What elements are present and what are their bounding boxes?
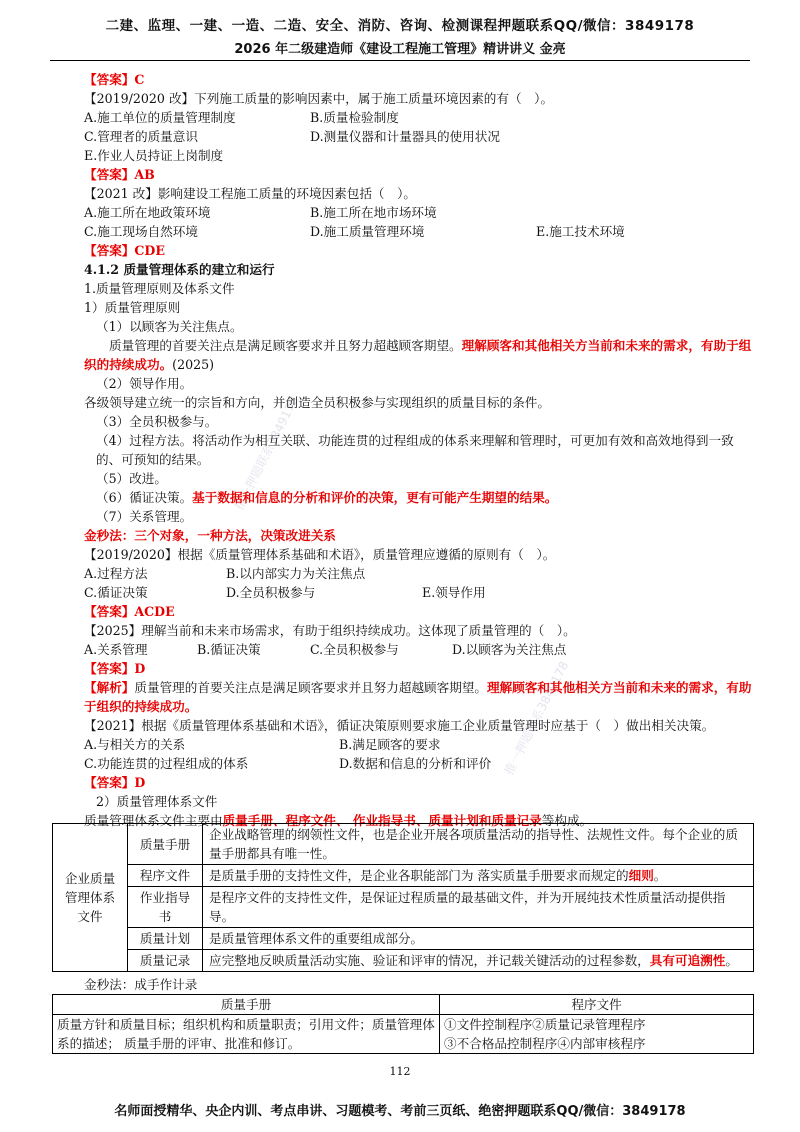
- option: B.满足顾客的要求: [339, 737, 441, 752]
- option: D.以顾客为关注焦点: [452, 642, 567, 657]
- principle-title: （7）关系管理。: [96, 509, 193, 524]
- answer-label: 【答案】ACDE: [84, 604, 175, 619]
- table-row-name: 作业指导书: [128, 887, 203, 928]
- manual-procedures-table: [52, 994, 754, 1054]
- option-row: [84, 127, 754, 146]
- watermark-text: 推一押题联系3849178: [501, 659, 572, 778]
- option-row: [84, 108, 754, 127]
- option: C.施工现场自然环境: [84, 224, 198, 239]
- header-title: 2026 年二级建造师《建设工程施工管理》精讲讲义 金亮: [234, 42, 566, 57]
- subsection-heading: 2）质量管理体系文件: [96, 794, 218, 809]
- header-rule: [50, 60, 750, 61]
- header-contact-line: 二建、监理、一建、一造、二造、安全、消防、咨询、检测课程押题联系QQ/微信：3849178: [105, 18, 695, 34]
- document-body: [84, 70, 754, 830]
- table-category: 企业质量管理体系文件: [53, 824, 128, 972]
- answer-label: 【答案】AB: [84, 167, 155, 182]
- option: B.循证决策: [197, 642, 261, 657]
- table-cell: ①文件控制程序②质量记录管理程序 ③不合格品控制程序④内部审核程序: [440, 1015, 754, 1054]
- option: B.质量检验制度: [310, 110, 399, 125]
- table-row-desc: 企业战略管理的纲领性文件，也是企业开展各项质量活动的指导性、法规性文件。每个企业的质量手册都具有唯一性。: [203, 824, 754, 865]
- table-row-name: 质量计划: [128, 928, 203, 950]
- principle-text: 质量管理的首要关注点是满足顾客要求并且努力超越顾客期望。理解顾客和其他相关方当前和未来的需求，有助于组织的持续成功。(2025): [84, 338, 752, 372]
- option-row: [84, 735, 754, 754]
- option: E.施工技术环境: [536, 224, 625, 239]
- subsection-heading: 1.质量管理原则及体系文件: [84, 281, 235, 296]
- option-row: [84, 564, 754, 583]
- option-row: [84, 583, 754, 602]
- docs-intro: 质量管理体系文件主要由质量手册、程序文件、 作业指导书、质量计划和质量记录等构成。: [84, 813, 593, 828]
- table-row-name: 质量记录: [128, 950, 203, 972]
- table-row-desc: 是程序文件的支持性文件，是保证过程质量的最基础文件，并为开展纯技术性质量活动提供指导。: [203, 887, 754, 928]
- table-row-name: 质量手册: [128, 824, 203, 865]
- watermark-text: 推一押题联系3849178: [231, 394, 302, 513]
- table-row-name: 程序文件: [128, 865, 203, 887]
- option: A.施工单位的质量管理制度: [84, 110, 236, 125]
- answer-label: 【答案】C: [84, 72, 145, 87]
- option: C.循证决策: [84, 585, 148, 600]
- table-header: 程序文件: [440, 995, 754, 1015]
- option: C.功能连贯的过程组成的体系: [84, 756, 249, 771]
- table-row-desc: 是质量手册的支持性文件，是企业各职能部门为 落实质量手册要求而规定的细则。: [203, 865, 754, 887]
- question-stem: 【2019/2020 改】下列施工质量的影响因素中，属于施工质量环境因素的有（ ）。: [84, 91, 554, 106]
- answer-label: 【答案】D: [84, 661, 146, 676]
- option: D.施工质量管理环境: [310, 224, 425, 239]
- quality-docs-table: [52, 823, 754, 972]
- option: A.与相关方的关系: [84, 737, 186, 752]
- option: A.施工所在地政策环境: [84, 205, 211, 220]
- question-stem: 【2021 改】影响建设工程施工质量的环境因素包括（ ）。: [84, 186, 417, 201]
- option: A.关系管理: [84, 642, 148, 657]
- option: E.领导作用: [422, 585, 486, 600]
- question-stem: 【2021】根据《质量管理体系基础和术语》，循证决策原则要求施工企业质量管理时应基于（ ）做出相关决策。: [84, 718, 715, 733]
- section-heading: 4.1.2 质量管理体系的建立和运行: [84, 262, 275, 277]
- principle-text: （4）过程方法。将活动作为相互关联、功能连贯的过程组成的体系来理解和管理时，可更加有效和高效地得到一致的、可预知的结果。: [96, 433, 734, 467]
- principle-text: 各级领导建立统一的宗旨和方向，并创造全员积极参与实现组织的质量目标的条件。: [84, 395, 550, 410]
- analysis: 【解析】质量管理的首要关注点是满足顾客要求并且努力超越顾客期望。理解顾客和其他相关方当前和未来的需求，有助于组织的持续成功。: [84, 680, 752, 714]
- footer-contact-line: 名师面授精华、央企内训、考点串讲、习题模考、考前三页纸、绝密押题联系QQ/微信：3849178: [114, 1104, 686, 1119]
- principle-title: （2）领导作用。: [96, 376, 193, 391]
- page-number: 112: [389, 1065, 411, 1078]
- table-row-desc: 应完整地反映质量活动实施、验证和评审的情况，并记载关键活动的过程参数，具有可追溯性。: [203, 950, 754, 972]
- option-row: [84, 640, 754, 659]
- option: A.过程方法: [84, 566, 148, 581]
- subsection-heading: 1）质量管理原则: [84, 300, 181, 315]
- question-stem: 【2019/2020】根据《质量管理体系基础和术语》，质量管理应遵循的原则有（ ）。: [84, 547, 556, 562]
- option-row: [84, 754, 754, 773]
- option: D.数据和信息的分析和评价: [339, 756, 492, 771]
- principle-title: （3）全员积极参与。: [96, 414, 218, 429]
- option: C.全员积极参与: [310, 642, 399, 657]
- table-cell: 质量方针和质量目标；组织机构和质量职责；引用文件；质量管理体系的描述； 质量手册的评审、批准和修订。: [53, 1015, 440, 1054]
- table-header: 质量手册: [53, 995, 440, 1015]
- answer-label: 【答案】D: [84, 775, 146, 790]
- option-row: [84, 203, 754, 222]
- option: D.测量仪器和计量器具的使用状况: [310, 129, 500, 144]
- answer-label: 【答案】CDE: [84, 243, 165, 258]
- option: C.管理者的质量意识: [84, 129, 198, 144]
- mnemonic: 金秒法：成手作计录: [84, 977, 198, 992]
- principle-title: （5）改进。: [96, 471, 167, 486]
- mnemonic: 金秒法：三个对象，一种方法，决策改进关系: [84, 528, 336, 543]
- principle-title: （1）以顾客为关注焦点。: [96, 319, 243, 334]
- option: B.以内部实力为关注焦点: [226, 566, 366, 581]
- question-stem: 【2025】理解当前和未来市场需求，有助于组织持续成功。这体现了质量管理的（ ）。: [84, 623, 576, 638]
- option: D.全员积极参与: [226, 585, 316, 600]
- option-row: [84, 222, 754, 241]
- option: E.作业人员持证上岗制度: [84, 148, 224, 163]
- table-row-desc: 是质量管理体系文件的重要组成部分。: [203, 928, 754, 950]
- option: B.施工所在地市场环境: [310, 205, 437, 220]
- principle-text: （6）循证决策。基于数据和信息的分析和评价的决策，更有可能产生期望的结果。: [96, 490, 558, 505]
